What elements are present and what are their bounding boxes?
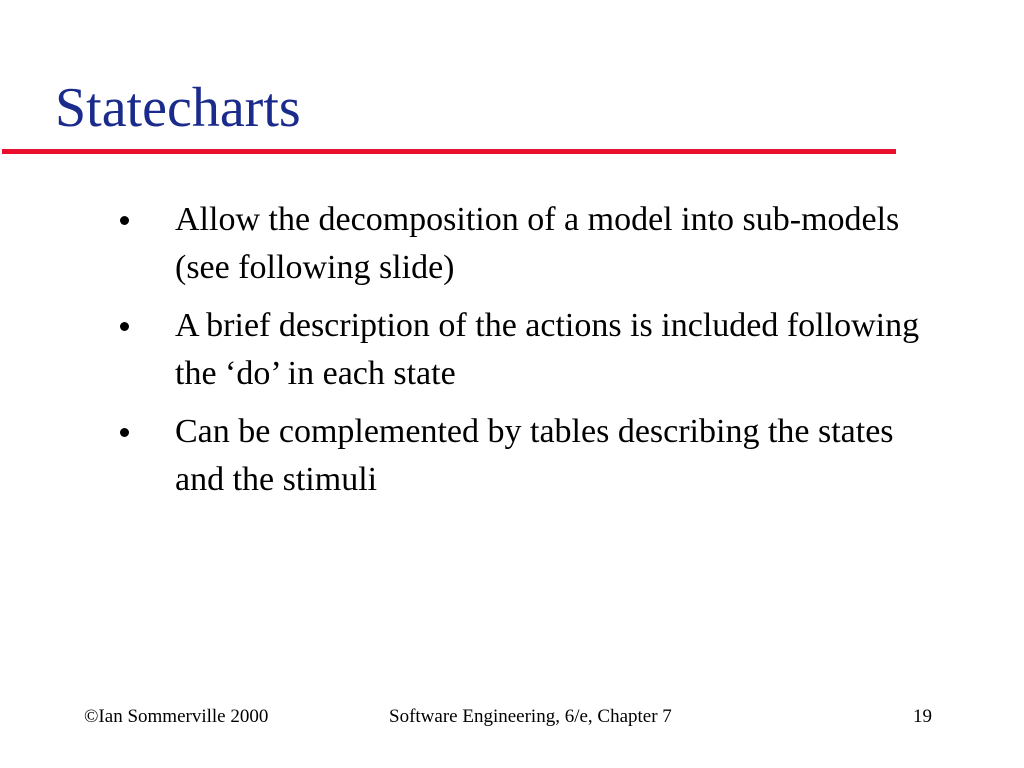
footer-book-chapter: Software Engineering, 6/e, Chapter 7 [389,706,672,727]
bullet-item [120,408,920,504]
bullet-dot-icon [120,216,129,225]
slide-title: Statecharts [55,77,301,139]
footer-copyright: ©Ian Sommerville 2000 [84,706,269,727]
bullet-text: Allow the decomposition of a model into sub-models (see following slide) [175,201,900,286]
bullet-dot-icon [120,428,129,437]
bullet-item [120,196,920,292]
footer-page-number: 19 [913,706,932,727]
bullet-dot-icon [120,322,129,331]
title-underline-rule [2,149,896,154]
bullet-text: Can be complemented by tables describing the states and the stimuli [175,413,894,498]
bullet-text: A brief description of the actions is included following the ‘do’ in each state [175,307,920,392]
bullet-list [120,196,920,514]
bullet-item [120,302,920,398]
